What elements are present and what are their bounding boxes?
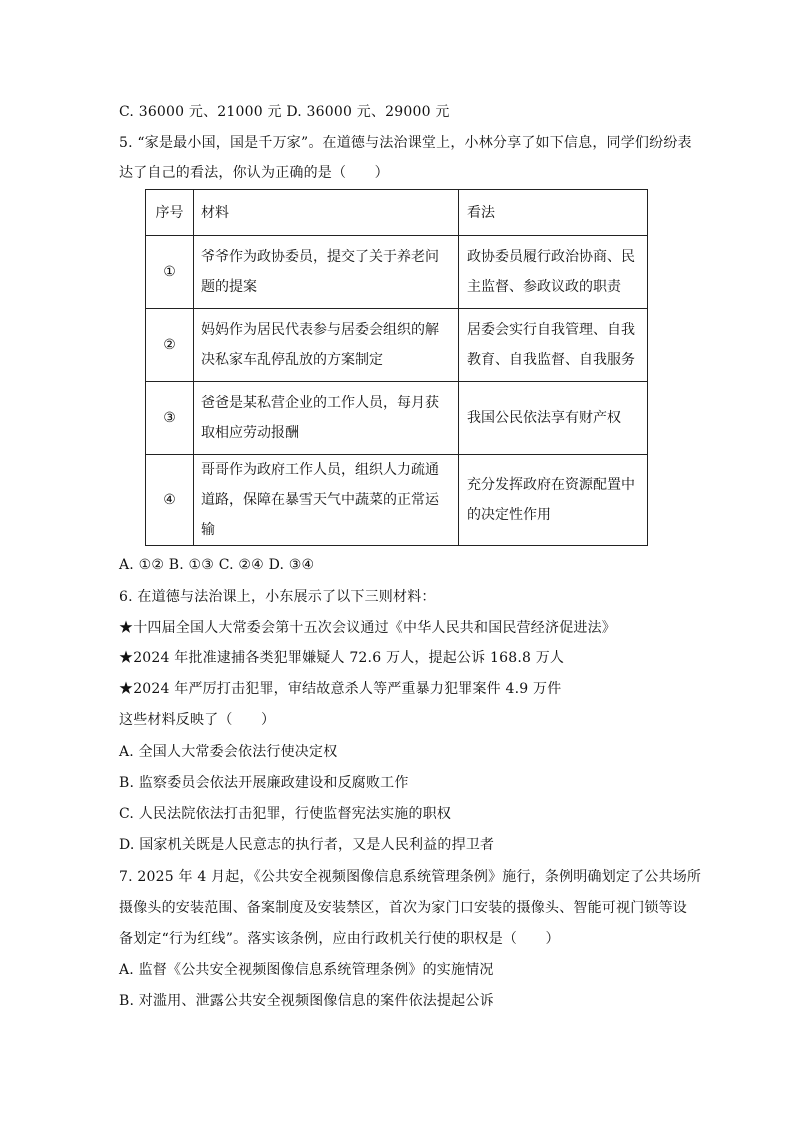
table-row: [146, 309, 648, 382]
q6-stem: 6. 在道德与法治课上，小东展示了以下三则材料：: [119, 589, 436, 605]
q5-options: A. ①② B. ①③ C. ②④ D. ③④: [119, 557, 315, 573]
q7-option-b: B. 对滥用、泄露公共安全视频图像信息的案件依法提起公诉: [119, 993, 494, 1009]
q6-option-d: D. 国家机关既是人民意志的执行者，又是人民利益的捍卫者: [119, 837, 495, 853]
row-material: 爸爸是某私营企业的工作人员，每月获取相应劳动报酬: [194, 382, 459, 455]
q6-question: 这些材料反映了（ ）: [119, 712, 276, 728]
row-num: ②: [146, 309, 194, 382]
row-view: 政协委员履行政治协商、民主监督、参政议政的职责: [459, 236, 648, 309]
q7-stem-line3: 备划定“行为红线”。落实该条例，应由行政机关行使的职权是（ ）: [119, 931, 560, 947]
header-view: 看法: [459, 190, 648, 236]
table-row: [146, 455, 648, 546]
q5-table: [145, 189, 648, 546]
q5-stem-line1: 5. “家是最小国，国是千万家”。在道德与法治课堂上，小林分享了如下信息，同学们纷纷表: [119, 135, 692, 151]
row-view: 我国公民依法享有财产权: [459, 382, 648, 455]
q6-material-2: ★2024 年批准逮捕各类犯罪嫌疑人 72.6 万人，提起公诉 168.8 万人: [119, 650, 565, 666]
q7-stem-line1: 7. 2025 年 4 月起，《公共安全视频图像信息系统管理条例》施行，条例明确划定了公共场所: [119, 869, 702, 885]
q4-options-cd: C. 36000 元、21000 元 D. 36000 元、29000 元: [119, 104, 450, 120]
row-num: ①: [146, 236, 194, 309]
row-material: 哥哥作为政府工作人员，组织人力疏通道路，保障在暴雪天气中蔬菜的正常运输: [194, 455, 459, 546]
row-view: 居委会实行自我管理、自我教育、自我监督、自我服务: [459, 309, 648, 382]
q6-option-a: A. 全国人大常委会依法行使决定权: [119, 744, 338, 760]
q5-stem-line2: 达了自己的看法，你认为正确的是（ ）: [119, 165, 389, 181]
row-num: ④: [146, 455, 194, 546]
q7-stem-line2: 摄像头的安装范围、备案制度及安装禁区，首次为家门口安装的摄像头、智能可视门锁等设: [119, 900, 687, 916]
header-material: 材料: [194, 190, 459, 236]
q6-option-c: C. 人民法院依法打击犯罪，行使监督宪法实施的职权: [119, 806, 452, 822]
table-row: [146, 236, 648, 309]
table-header-row: [146, 190, 648, 236]
row-num: ③: [146, 382, 194, 455]
q6-material-3: ★2024 年严厉打击犯罪，审结故意杀人等严重暴力犯罪案件 4.9 万件: [119, 681, 562, 697]
row-material: 妈妈作为居民代表参与居委会组织的解决私家车乱停乱放的方案制定: [194, 309, 459, 382]
row-view: 充分发挥政府在资源配置中的决定性作用: [459, 455, 648, 546]
q7-option-a: A. 监督《公共安全视频图像信息系统管理条例》的实施情况: [119, 962, 494, 978]
q6-material-1: ★十四届全国人大常委会第十五次会议通过《中华人民共和国民营经济促进法》: [119, 620, 616, 636]
table-row: [146, 382, 648, 455]
row-material: 爷爷作为政协委员，提交了关于养老问题的提案: [194, 236, 459, 309]
q6-option-b: B. 监察委员会依法开展廉政建设和反腐败工作: [119, 775, 409, 791]
header-num: 序号: [146, 190, 194, 236]
